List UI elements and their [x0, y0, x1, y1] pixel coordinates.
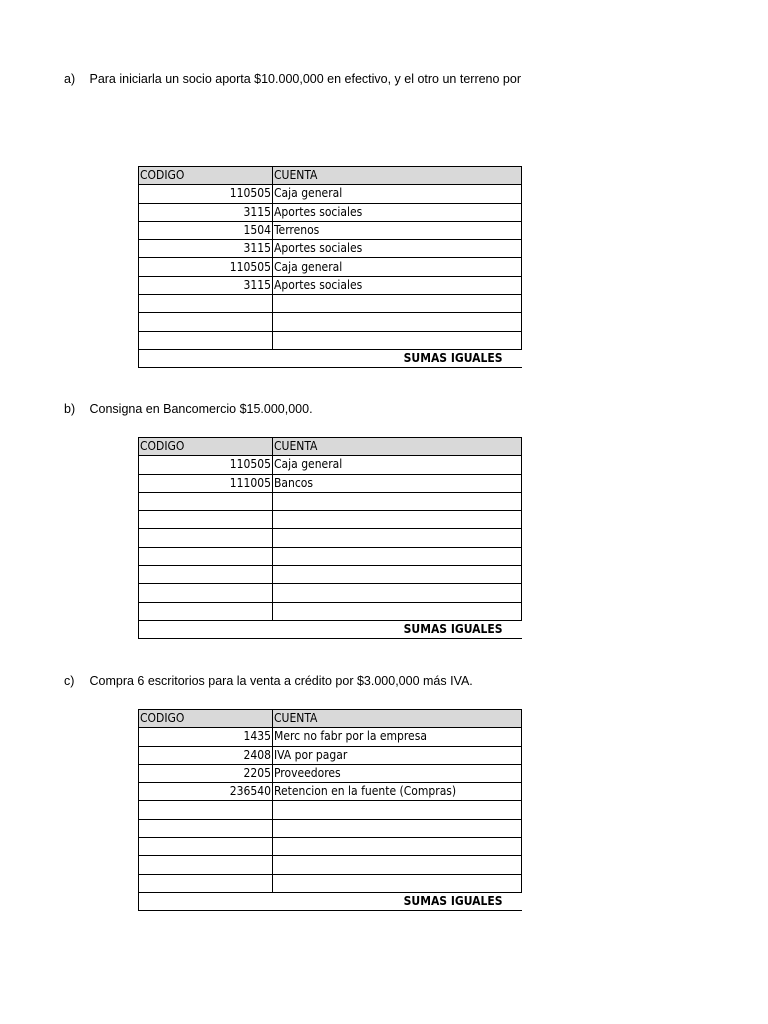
table-row	[139, 185, 522, 203]
codigo-cell	[139, 492, 273, 510]
codigo-cell: 111005	[139, 474, 273, 492]
codigo-cell	[139, 331, 273, 349]
cuenta-cell: Terrenos	[273, 221, 522, 239]
codigo-cell	[139, 295, 273, 313]
table-row	[139, 856, 522, 874]
question-b	[64, 402, 313, 416]
table-row	[139, 240, 522, 258]
cuenta-cell	[273, 819, 522, 837]
table-row	[139, 874, 522, 892]
question-label: a)	[64, 72, 76, 86]
table-row	[139, 221, 522, 239]
codigo-cell	[139, 819, 273, 837]
codigo-cell	[139, 529, 273, 547]
codigo-cell: 1504	[139, 221, 273, 239]
question-a	[64, 72, 521, 86]
sumas-iguales-label: SUMAS IGUALES	[139, 349, 522, 367]
sumas-iguales-label: SUMAS IGUALES	[139, 892, 522, 910]
question-text: Para iniciarla un socio aporta $10.000,000 en efectivo, y el otro un terreno por	[89, 72, 522, 86]
codigo-cell	[139, 584, 273, 602]
table-header-row	[139, 438, 522, 456]
codigo-cell	[139, 874, 273, 892]
table-row	[139, 313, 522, 331]
table-row	[139, 456, 522, 474]
header-cuenta: CUENTA	[273, 167, 522, 185]
question-label: c)	[64, 674, 75, 688]
cuenta-cell	[273, 511, 522, 529]
table-row	[139, 801, 522, 819]
header-cuenta: CUENTA	[273, 710, 522, 728]
table-row	[139, 258, 522, 276]
header-codigo: CODIGO	[139, 438, 273, 456]
table-row	[139, 584, 522, 602]
codigo-cell	[139, 547, 273, 565]
codigo-cell	[139, 801, 273, 819]
cuenta-cell: Aportes sociales	[273, 276, 522, 294]
codigo-cell: 3115	[139, 240, 273, 258]
table-header-row	[139, 710, 522, 728]
cuenta-cell: Caja general	[273, 185, 522, 203]
cuenta-cell	[273, 295, 522, 313]
cuenta-cell: Aportes sociales	[273, 203, 522, 221]
question-label: b)	[64, 402, 76, 416]
table-row	[139, 295, 522, 313]
cuenta-cell	[273, 856, 522, 874]
codigo-cell: 2205	[139, 764, 273, 782]
cuenta-cell	[273, 492, 522, 510]
table-row	[139, 728, 522, 746]
sumas-iguales-label: SUMAS IGUALES	[139, 620, 522, 638]
table-row	[139, 276, 522, 294]
cuenta-cell: Bancos	[273, 474, 522, 492]
table-row	[139, 511, 522, 529]
cuenta-cell: Retencion en la fuente (Compras)	[273, 783, 522, 801]
table-row	[139, 746, 522, 764]
ledger-table-b	[138, 437, 521, 639]
table-row	[139, 566, 522, 584]
codigo-cell	[139, 602, 273, 620]
table-row	[139, 783, 522, 801]
codigo-cell: 1435	[139, 728, 273, 746]
cuenta-cell: Caja general	[273, 456, 522, 474]
cuenta-cell: Aportes sociales	[273, 240, 522, 258]
table-row	[139, 602, 522, 620]
table-row	[139, 529, 522, 547]
codigo-cell	[139, 511, 273, 529]
table-row	[139, 547, 522, 565]
cuenta-cell	[273, 529, 522, 547]
cuenta-cell	[273, 566, 522, 584]
codigo-cell: 3115	[139, 203, 273, 221]
table-header-row	[139, 167, 522, 185]
header-codigo: CODIGO	[139, 167, 273, 185]
cuenta-cell	[273, 602, 522, 620]
codigo-cell: 236540	[139, 783, 273, 801]
ledger-table-a	[138, 166, 521, 368]
table-row	[139, 764, 522, 782]
cuenta-cell	[273, 313, 522, 331]
codigo-cell: 110505	[139, 258, 273, 276]
cuenta-cell	[273, 331, 522, 349]
cuenta-cell	[273, 838, 522, 856]
codigo-cell: 2408	[139, 746, 273, 764]
table-footer-row	[139, 349, 522, 367]
codigo-cell: 3115	[139, 276, 273, 294]
codigo-cell: 110505	[139, 185, 273, 203]
question-c	[64, 674, 473, 688]
table-row	[139, 819, 522, 837]
cuenta-cell: Caja general	[273, 258, 522, 276]
cuenta-cell	[273, 801, 522, 819]
header-cuenta: CUENTA	[273, 438, 522, 456]
codigo-cell	[139, 566, 273, 584]
table-footer-row	[139, 620, 522, 638]
cuenta-cell: Merc no fabr por la empresa	[273, 728, 522, 746]
table-row	[139, 838, 522, 856]
codigo-cell: 110505	[139, 456, 273, 474]
table-row	[139, 492, 522, 510]
header-codigo: CODIGO	[139, 710, 273, 728]
cuenta-cell	[273, 584, 522, 602]
table-footer-row	[139, 892, 522, 910]
cuenta-cell: IVA por pagar	[273, 746, 522, 764]
question-text: Consigna en Bancomercio $15.000,000.	[89, 402, 313, 416]
ledger-table-c	[138, 709, 521, 911]
table-row	[139, 331, 522, 349]
codigo-cell	[139, 856, 273, 874]
table-row	[139, 203, 522, 221]
cuenta-cell	[273, 874, 522, 892]
cuenta-cell	[273, 547, 522, 565]
question-text: Compra 6 escritorios para la venta a crédito por $3.000,000 más IVA.	[89, 674, 473, 688]
cuenta-cell: Proveedores	[273, 764, 522, 782]
codigo-cell	[139, 838, 273, 856]
table-row	[139, 474, 522, 492]
codigo-cell	[139, 313, 273, 331]
